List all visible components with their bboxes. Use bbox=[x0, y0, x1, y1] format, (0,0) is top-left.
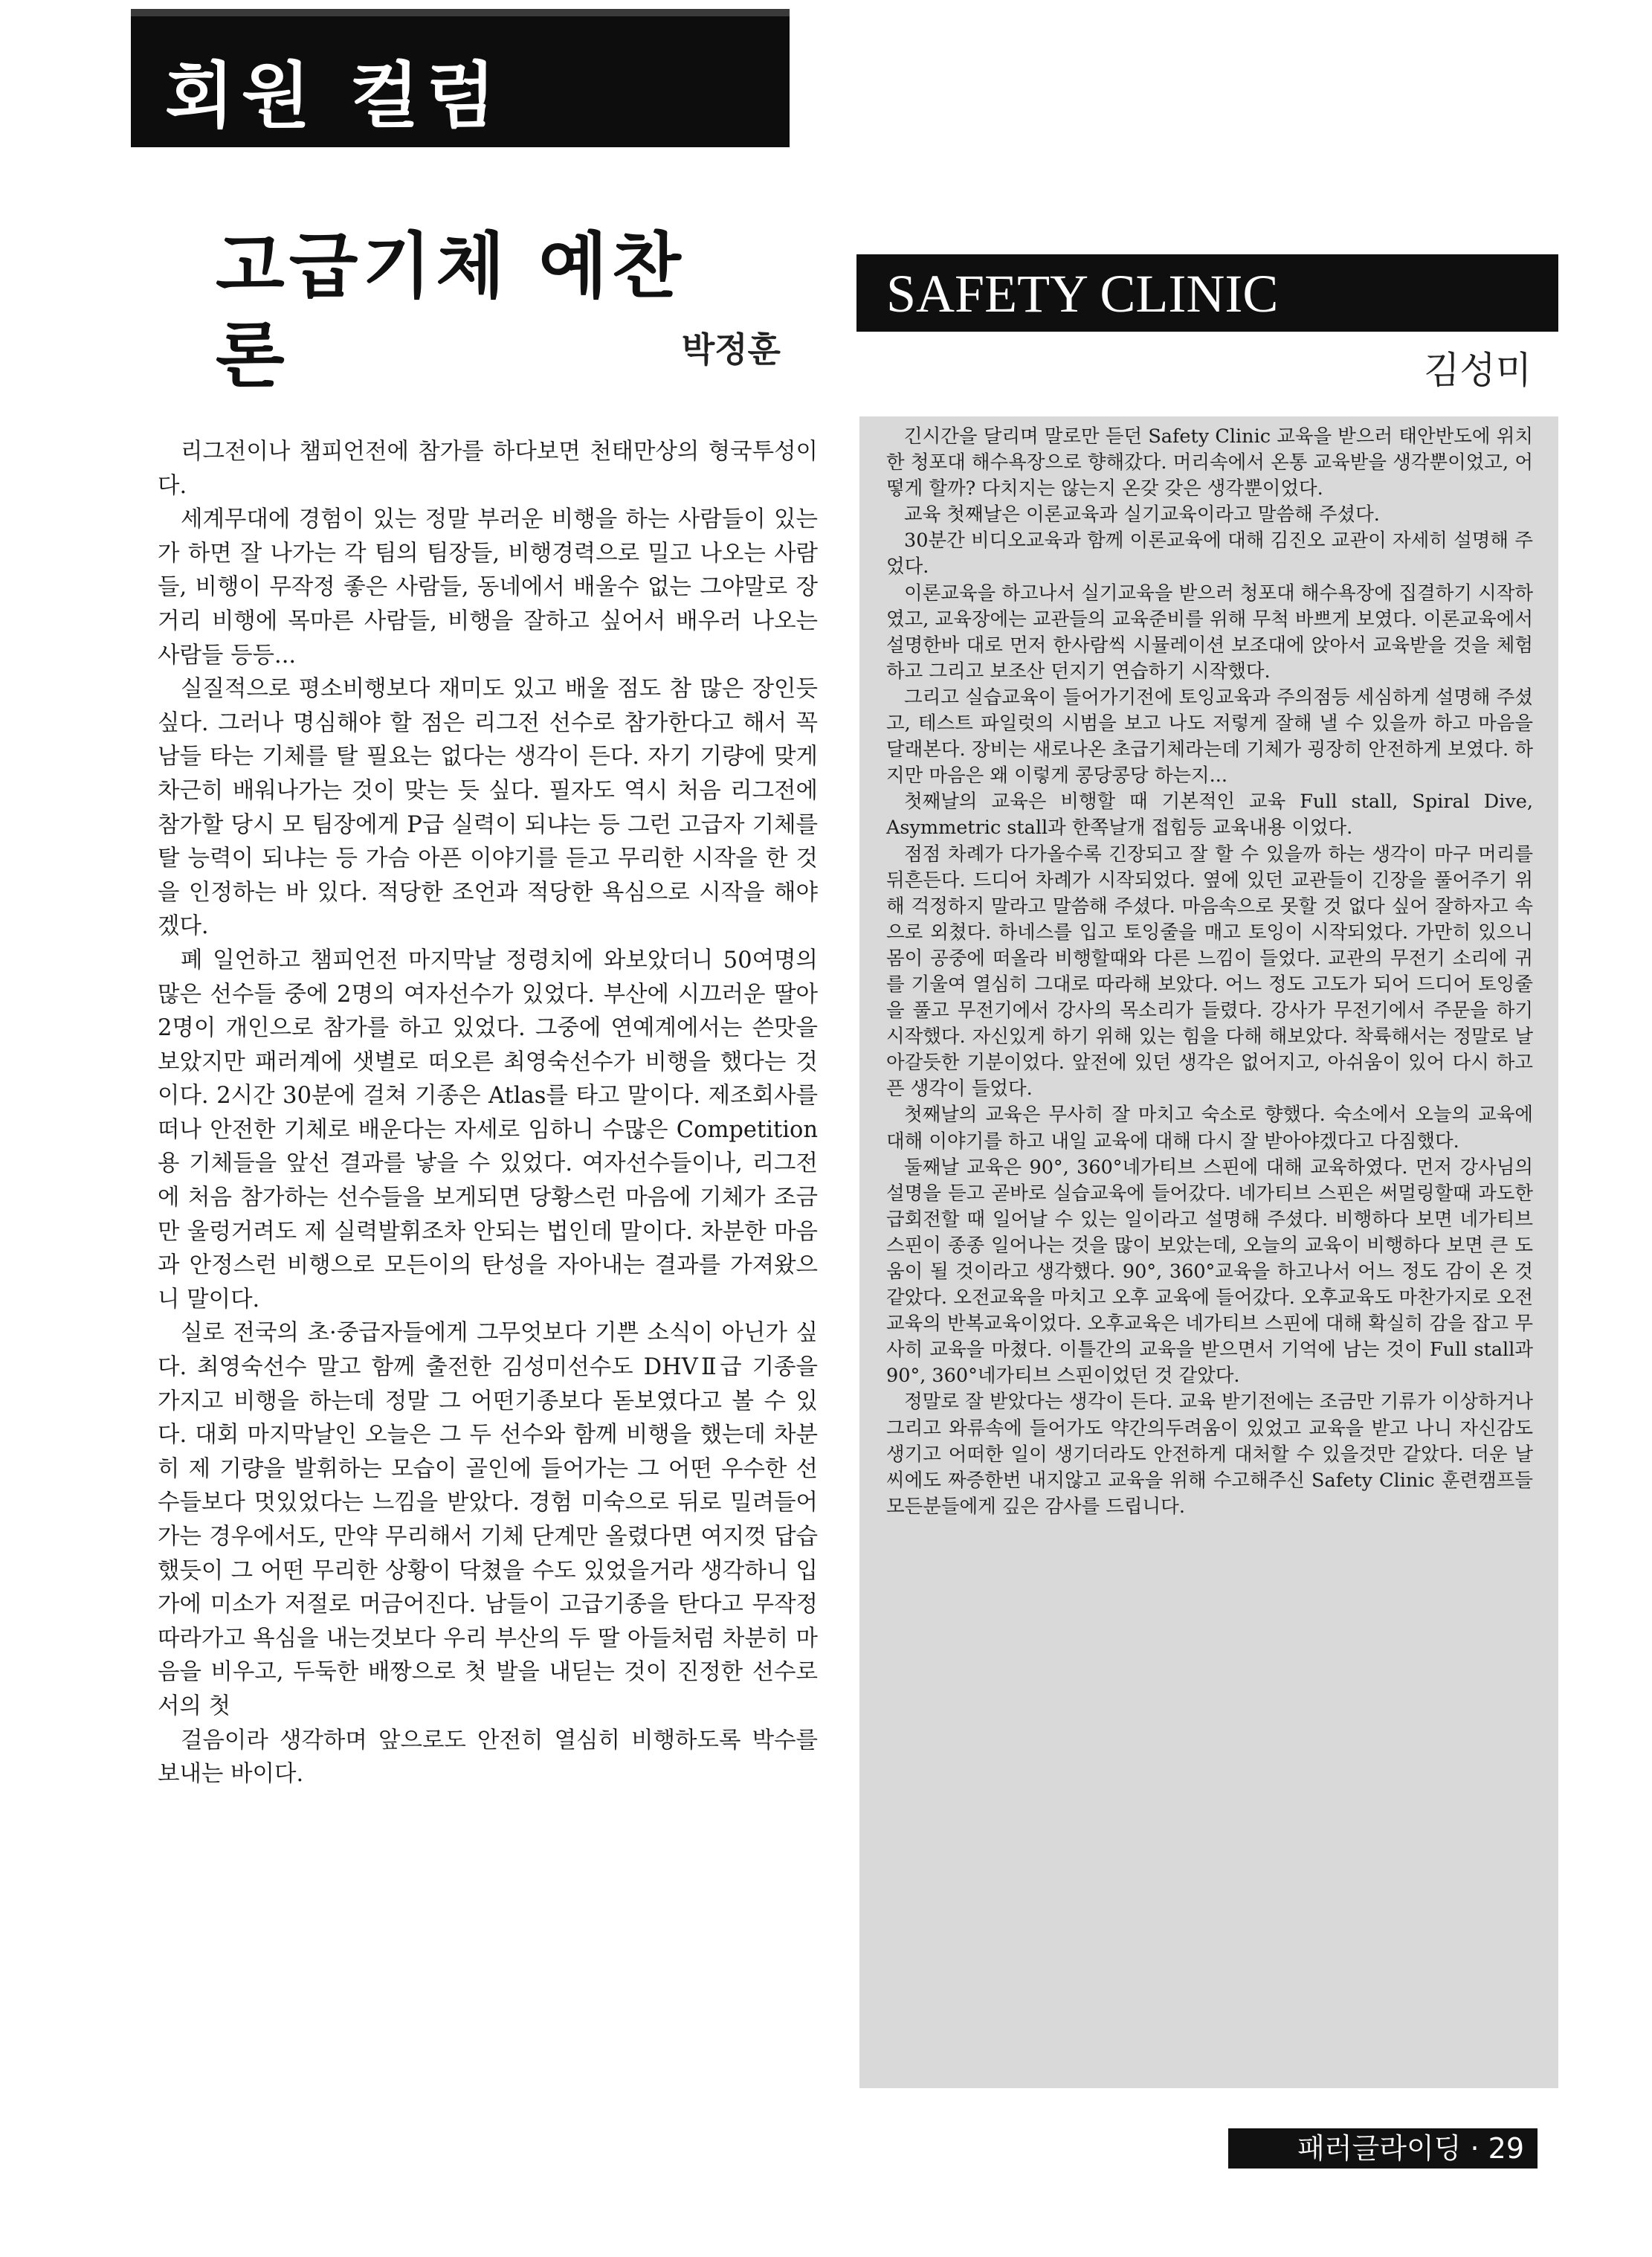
right-paragraph: 점점 차례가 다가올수록 긴장되고 잘 할 수 있을까 하는 생각이 마구 머리를 뒤흔든다. 드디어 차례가 시작되었다. 옆에 있던 교관들이 긴장을 풀어주기 위해 걱정하지 말라고 말씀해 주셨다. 마음속으로 못할 것 없다 싶어 잘하자고 속으로 외쳤다. 하네스를 입고 토잉줄을 매고 토잉이 시작되었다. 가만히 있으니 몸이 공중에 떠올라 비행할때와 다른 느낌이 들었다. 교관의 무전기 소리에 귀를 기울여 열심히 그대로 따라해 보았다. 어느 정도 고도가 되어 드디어 토잉줄을 풀고 무전기에서 강사의 목소리가 들렸다. 강사가 무전기에서 주문을 하기 시작했다. 자신있게 하기 위해 있는 힘을 다해 해보았다. 착륙해서는 정말로 날아갈듯한 기분이었다. 앞전에 있던 생각은 없어지고, 아쉬움이 있어 다시 하고픈 생각이 들었다. bbox=[886, 843, 1533, 1101]
left-paragraph: 실질적으로 평소비행보다 재미도 있고 배울 점도 참 많은 장인듯 싶다. 그러나 명심해야 할 점은 리그전 선수로 참가한다고 해서 꼭 남들 타는 기체를 탈 필요는 없다는 생각이 든다. 자기 기량에 맞게 차근히 배워나가는 것이 맞는 듯 싶다. 필자도 역시 처음 리그전에 참가할 당시 모 팀장에게 P급 실력이 되냐는 등 그런 고급자 기체를 탈 능력이 되냐는 등 가슴 아픈 이야기를 듣고 무리한 시작을 한 것을 인정하는 바 있다. 적당한 조언과 적당한 욕심으로 시작을 해야겠다. bbox=[158, 676, 818, 940]
right-paragraph: 이론교육을 하고나서 실기교육을 받으러 청포대 해수욕장에 집결하기 시작하였고, 교육장에는 교관들의 교육준비를 위해 무척 바쁘게 보였다. 이론교육에서 설명한바 대로 먼저 한사람씩 시뮬레이션 보조대에 앉아서 교육받을 것을 체험하고 그리고 보조산 던지기 연습하기 시작했다. bbox=[886, 582, 1533, 683]
left-paragraph: 리그전이나 챔피언전에 참가를 하다보면 천태만상의 형국투성이다. bbox=[158, 439, 818, 499]
column-banner bbox=[131, 9, 790, 147]
right-paragraph: 정말로 잘 받았다는 생각이 든다. 교육 받기전에는 조금만 기류가 이상하거나 그리고 와류속에 들어가도 약간의두려움이 있었고 교육을 받고 나니 자신감도 생기고 어떠한 일이 생기더라도 안전하게 대처할 수 있을것만 같았다. 더운 날씨에도 짜증한번 내지않고 교육을 위해 수고해주신 Safety Clinic 훈련캠프들 모든분들에게 깊은 감사를 드립니다. bbox=[886, 1391, 1533, 1518]
right-paragraph: 그리고 실습교육이 들어가기전에 토잉교육과 주의점등 세심하게 설명해 주셨고, 테스트 파일럿의 시범을 보고 나도 저렇게 잘해 낼 수 있을까 하고 마음을 달래본다. 장비는 새로나온 초급기체라는데 기체가 굉장히 안전하게 보였다. 하지만 마음은 왜 이렇게 콩당콩당 하는지... bbox=[886, 686, 1533, 788]
left-article-author: 박정훈 bbox=[681, 329, 781, 370]
page-number-label: 패러글라이딩 · 29 bbox=[1297, 2132, 1524, 2165]
right-paragraph: 30분간 비디오교육과 함께 이론교육에 대해 김진오 교관이 자세히 설명해 주었다. bbox=[886, 529, 1533, 579]
right-paragraph: 긴시간을 달리며 말로만 듣던 Safety Clinic 교육을 받으러 태안반도에 위치한 청포대 해수욕장으로 향해갔다. 머리속에서 온통 교육받을 생각뿐이었고, 어떻게 할까? 다치지는 않는지 온갖 갖은 생각뿐이었다. bbox=[886, 425, 1533, 500]
page-footer bbox=[1228, 2128, 1538, 2169]
right-paragraph: 둘째날 교육은 90°, 360°네가티브 스핀에 대해 교육하였다. 먼저 강사님의 설명을 듣고 곧바로 실습교육에 들어갔다. 네가티브 스핀은 써멀링할때 과도한 급회전할 때 일어날 수 있는 일이라고 설명해 주셨다. 비행하다 보면 네가티브 스핀이 종종 일어나는 것을 많이 보았는데, 오늘의 교육이 비행하다 보면 큰 도움이 될 것이라고 생각했다. 90°, 360°교육을 하고나서 어느 정도 감이 온 것 같았다. 오전교육을 마치고 오후 교육에 들어갔다. 오후교육도 마찬가지로 오전교육의 반복교육이었다. 오후교육은 네가티브 스핀에 대해 확실히 감을 잡고 무사히 교육을 마쳤다. 이틀간의 교육을 받으면서 기억에 남는 것이 Full stall과 90°, 360°네가티브 스핀이었던 것 같았다. bbox=[886, 1156, 1533, 1388]
column-banner-text: 회원 컬럼 bbox=[165, 54, 503, 138]
safety-clinic-banner-text: SAFETY CLINIC bbox=[886, 264, 1279, 323]
left-paragraph: 실로 전국의 초·중급자들에게 그무엇보다 기쁜 소식이 아닌가 싶다. 최영숙선수 말고 함께 출전한 김성미선수도 DHVⅡ급 기종을 가지고 비행을 하는데 정말 그 어떤기종보다 돋보였다고 볼 수 있다. 대회 마지막날인 오늘은 그 두 선수와 함께 비행을 했는데 차분히 제 기량을 발휘하는 모습이 골인에 들어가는 그 어떤 우수한 선수들보다 멋있었다는 느낌을 받았다. 경험 미숙으로 뒤로 밀려들어가는 경우에서도, 만약 무리해서 기체 단계만 올렸다면 여지껏 답습했듯이 그 어떤 무리한 상황이 닥쳤을 수도 있었을거라 생각하니 입가에 미소가 저절로 머금어진다. 남들이 고급기종을 탄다고 무작정 따라가고 욕심을 내는것보다 우리 부산의 두 딸 아들처럼 차분히 마음을 비우고, 두둑한 배짱으로 첫 발을 내딛는 것이 진정한 선수로서의 첫 bbox=[158, 1320, 818, 1719]
right-paragraph: 첫째날의 교육은 비행할 때 기본적인 교육 Full stall, Spiral Dive, Asymmetric stall과 한쪽날개 접힘등 교육내용 이었다. bbox=[886, 791, 1533, 840]
left-article-body bbox=[158, 435, 818, 1791]
left-paragraph: 걸음이라 생각하며 앞으로도 안전히 열심히 비행하도록 박수를 보내는 바이다. bbox=[158, 1727, 818, 1788]
right-paragraph: 첫째날의 교육은 무사히 잘 마치고 숙소로 향했다. 숙소에서 오늘의 교육에 대해 이야기를 하고 내일 교육에 대해 다시 잘 받아야겠다고 다짐했다. bbox=[886, 1104, 1533, 1153]
right-article-body bbox=[859, 416, 1558, 2088]
safety-clinic-banner bbox=[856, 254, 1558, 332]
right-article-author: 김성미 bbox=[1424, 349, 1532, 392]
left-article-title: 고급기체 예찬론 bbox=[216, 225, 685, 397]
left-paragraph: 폐 일언하고 챔피언전 마지막날 정령치에 와보았더니 50여명의 많은 선수들 중에 2명의 여자선수가 있었다. 부산에 시끄러운 딸아 2명이 개인으로 참가를 하고 있었다. 그중에 연예계에서는 쓴맛을 보았지만 패러계에 샛별로 떠오른 최영숙선수가 비행을 했다는 것이다. 2시간 30분에 걸쳐 기종은 Atlas를 타고 말이다. 제조회사를 떠나 안전한 기체로 배운다는 자세로 임하니 수많은 Competition용 기체들을 앞선 결과를 낳을 수 있었다. 여자선수들이나, 리그전에 처음 참가하는 선수들을 보게되면 당황스런 마음에 기체가 조금만 울렁거려도 제 실력발휘조차 안되는 법인데 말이다. 차분한 마음과 안정스런 비행으로 모든이의 탄성을 자아내는 결과를 가져왔으니 말이다. bbox=[158, 947, 818, 1313]
left-paragraph: 세계무대에 경험이 있는 정말 부러운 비행을 하는 사람들이 있는가 하면 잘 나가는 각 팀의 팀장들, 비행경력으로 밀고 나오는 사람들, 비행이 무작정 좋은 사람들, 동네에서 배울수 없는 그야말로 장거리 비행에 목마른 사람들, 비행을 잘하고 싶어서 배우러 나오는 사람들 등등... bbox=[158, 506, 818, 669]
right-paragraph: 교육 첫째날은 이론교육과 실기교육이라고 말씀해 주셨다. bbox=[904, 503, 1380, 527]
